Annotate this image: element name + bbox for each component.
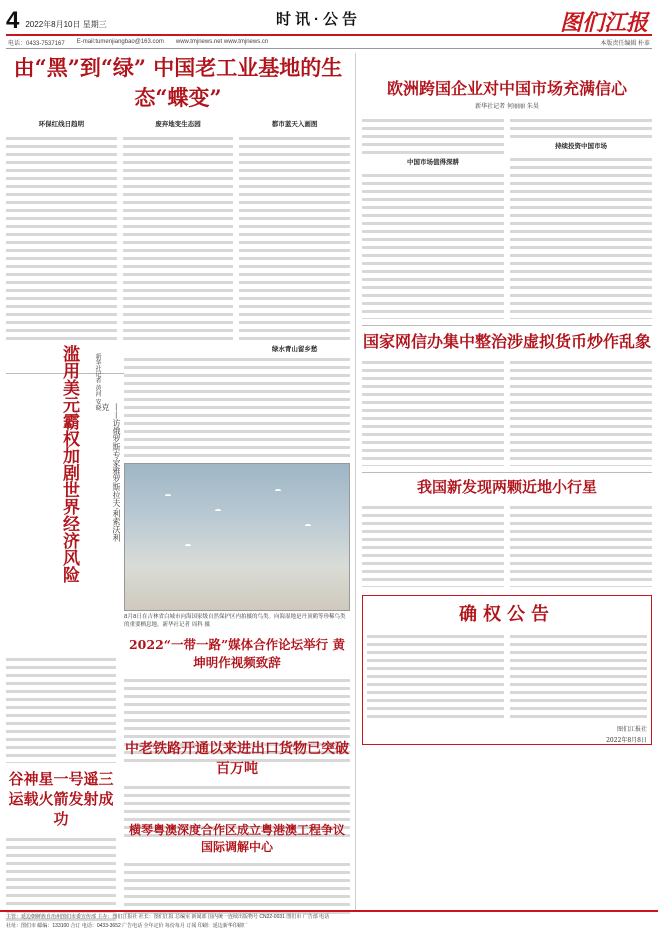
page-number: 4 [6, 7, 20, 34]
notice-date: 2022年8月8日 [606, 737, 647, 744]
contact-phone: 电话：0433-7537167 [8, 40, 65, 47]
main-subhead-2: 废弃地变生态园 [155, 121, 201, 128]
main-body-1 [6, 132, 117, 342]
bird-icon [275, 489, 281, 492]
vertical-subtitle: ——访俄罗斯专家雅罗斯拉夫·利索沃利克 [101, 403, 121, 542]
bird-icon [165, 494, 171, 497]
cac-headline: 国家网信办集中整治涉虚拟货币炒作乱象 [362, 332, 651, 351]
europe-subhead-1: 中国市场值得深耕 [407, 159, 459, 166]
main-body-3 [239, 132, 350, 342]
belt-road-headline: 2022“一带一路”媒体合作论坛举行 黄坤明作视频致辞 [128, 637, 346, 670]
europe-headline: 欧洲跨国企业对中国市场充满信心 [386, 79, 627, 98]
notice-title: 确权公告 [459, 604, 555, 625]
bird-icon [305, 524, 311, 527]
europe-subhead-2: 持续投资中国市场 [555, 143, 607, 150]
footer [0, 910, 658, 932]
main-headline: 由“黑”到“绿” 中国老工业基地的生态“蝶变” [13, 55, 343, 110]
issue-date: 2022年8月10日 星期三 [25, 20, 107, 29]
notice-body-2 [510, 630, 647, 722]
europe-body-1 [362, 114, 504, 154]
vertical-byline: 新华社记者 黄河 安晓 [94, 353, 101, 411]
europe-byline: 新华社记者 何丽丽 朱昊 [475, 103, 539, 110]
hengqin-body [124, 858, 350, 918]
masthead [6, 6, 652, 36]
section-title: 时讯·公告 [276, 11, 361, 28]
hengqin-headline: 横琴粤澳深度合作区成立粤港澳工程争议国际调解中心 [128, 823, 345, 854]
europe-body-3 [510, 114, 652, 138]
left-column [6, 53, 356, 911]
main-subhead-3: 都市蓝天入画图 [271, 121, 318, 128]
editor-credit: 本版责任编辑 朴革 [600, 40, 650, 47]
asteroid-body-1 [362, 501, 504, 587]
asteroid-body-2 [510, 501, 652, 587]
left-filler-body [6, 653, 116, 763]
main-subhead-1: 环保红线日趋明 [38, 121, 85, 128]
europe-body-4 [510, 153, 652, 319]
photo-caption: 8月8日在吉林省白城市向海国家级自然保护区内拍摄的鸟类。向海湿地是丹顶鹤等珍稀鸟类的重要栖息地。新华社记者 周科 摄 [124, 614, 346, 628]
contact-email: E-mail:tumenjiangbao@163.com [76, 39, 164, 45]
wetland-photo [124, 463, 350, 611]
vertical-body [124, 353, 350, 458]
rocket-headline: 谷神星一号遥三运载火箭发射成功 [8, 770, 114, 828]
main-body-2 [123, 132, 234, 342]
bird-icon [215, 509, 221, 512]
notice-box [362, 595, 652, 745]
cac-body-2 [510, 356, 652, 466]
europe-body-2 [362, 169, 504, 319]
right-column [356, 53, 652, 911]
bird-icon [185, 544, 191, 547]
rail-headline: 中老铁路开通以来进出口货物已突破百万吨 [125, 741, 349, 777]
footer-line-2: 社址：图们市 邮编：133100 合订 电话：0433-3652 广告电话 全年定价 每份每月 订阅 印刷：延边新华印刷厂 [6, 923, 248, 929]
contact-bar [6, 36, 652, 49]
footer-line-1: 主管：延边朝鲜族自治州图们市委宣传部 主办：图们江报社 社长：图们江报 总编室 新闻部 国内统一连续出版物号 CN22-0031 图们市 广告部 电话 [6, 914, 330, 920]
notice-body-1 [367, 630, 504, 722]
asteroid-headline: 我国新发现两颗近地小行星 [416, 478, 597, 496]
notice-signature: 图们江报社 [616, 726, 647, 733]
cac-body-1 [362, 356, 504, 466]
contact-website: www.tmjnews.net www.tmjnews.cn [175, 39, 269, 45]
vertical-headline: 滥用美元霸权加剧世界经济风险 [59, 345, 79, 583]
newspaper-logo: 图们江报 [559, 10, 648, 36]
main-subhead-4: 绿水青山留乡愁 [271, 346, 318, 353]
